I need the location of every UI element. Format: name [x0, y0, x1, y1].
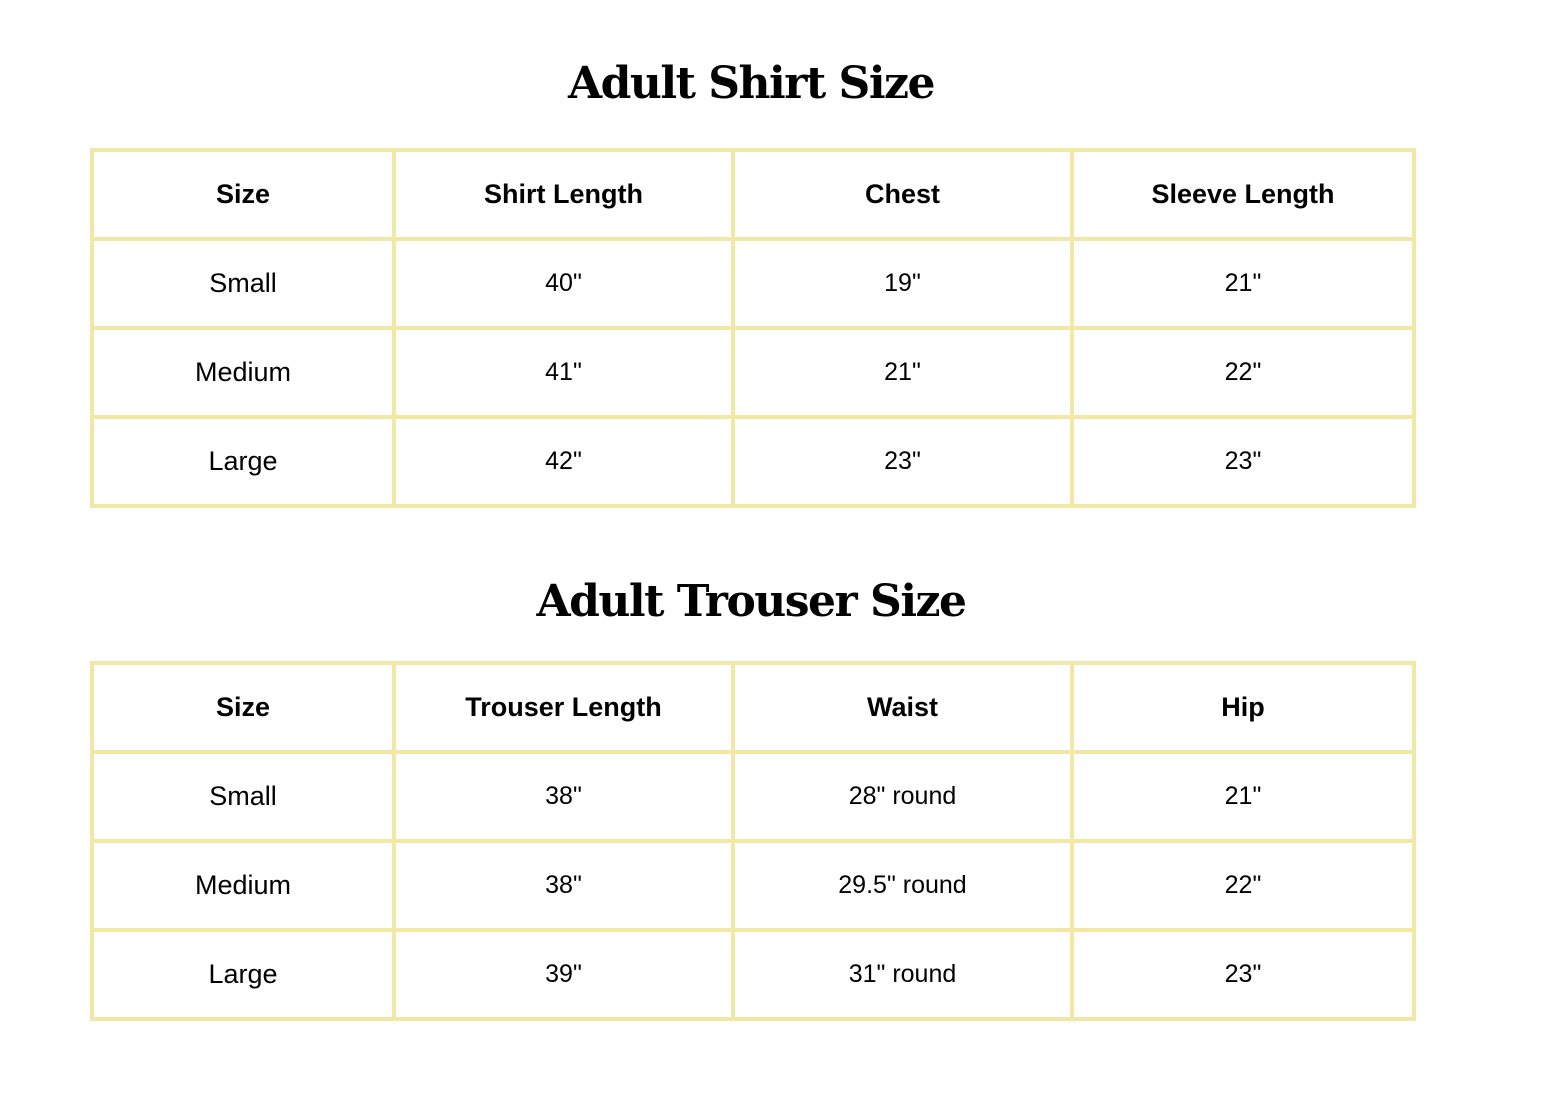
waist-cell: 29.5" round [733, 841, 1072, 930]
trouser-length-cell: 38" [394, 841, 733, 930]
waist-cell: 31" round [733, 930, 1072, 1019]
shirt-size-title: Adult Shirt Size [567, 58, 935, 109]
chest-cell: 23" [733, 417, 1072, 506]
table-row [92, 239, 1414, 328]
shirt-length-cell: 42" [394, 417, 733, 506]
trouser-length-cell: 38" [394, 752, 733, 841]
sleeve-length-cell: 22" [1072, 328, 1414, 417]
table-header-row [92, 150, 1414, 239]
column-header-size: Size [92, 150, 394, 239]
shirt-size-table [90, 148, 1416, 508]
trouser-size-title: Adult Trouser Size [536, 576, 966, 627]
trouser-size-table [90, 661, 1416, 1021]
size-cell: Medium [92, 841, 394, 930]
column-header-trouser-length: Trouser Length [394, 663, 733, 752]
size-cell: Small [92, 752, 394, 841]
size-cell: Large [92, 930, 394, 1019]
shirt-length-cell: 40" [394, 239, 733, 328]
hip-cell: 21" [1072, 752, 1414, 841]
table-row [92, 328, 1414, 417]
waist-cell: 28" round [733, 752, 1072, 841]
column-header-shirt-length: Shirt Length [394, 150, 733, 239]
table-header-row [92, 663, 1414, 752]
hip-cell: 22" [1072, 841, 1414, 930]
table-row [92, 752, 1414, 841]
size-cell: Small [92, 239, 394, 328]
column-header-sleeve-length: Sleeve Length [1072, 150, 1414, 239]
sleeve-length-cell: 21" [1072, 239, 1414, 328]
column-header-hip: Hip [1072, 663, 1414, 752]
chest-cell: 19" [733, 239, 1072, 328]
table-row [92, 417, 1414, 506]
column-header-chest: Chest [733, 150, 1072, 239]
table-row [92, 841, 1414, 930]
shirt-length-cell: 41" [394, 328, 733, 417]
hip-cell: 23" [1072, 930, 1414, 1019]
table-row [92, 930, 1414, 1019]
sleeve-length-cell: 23" [1072, 417, 1414, 506]
size-cell: Large [92, 417, 394, 506]
column-header-size: Size [92, 663, 394, 752]
size-cell: Medium [92, 328, 394, 417]
column-header-waist: Waist [733, 663, 1072, 752]
trouser-length-cell: 39" [394, 930, 733, 1019]
chest-cell: 21" [733, 328, 1072, 417]
